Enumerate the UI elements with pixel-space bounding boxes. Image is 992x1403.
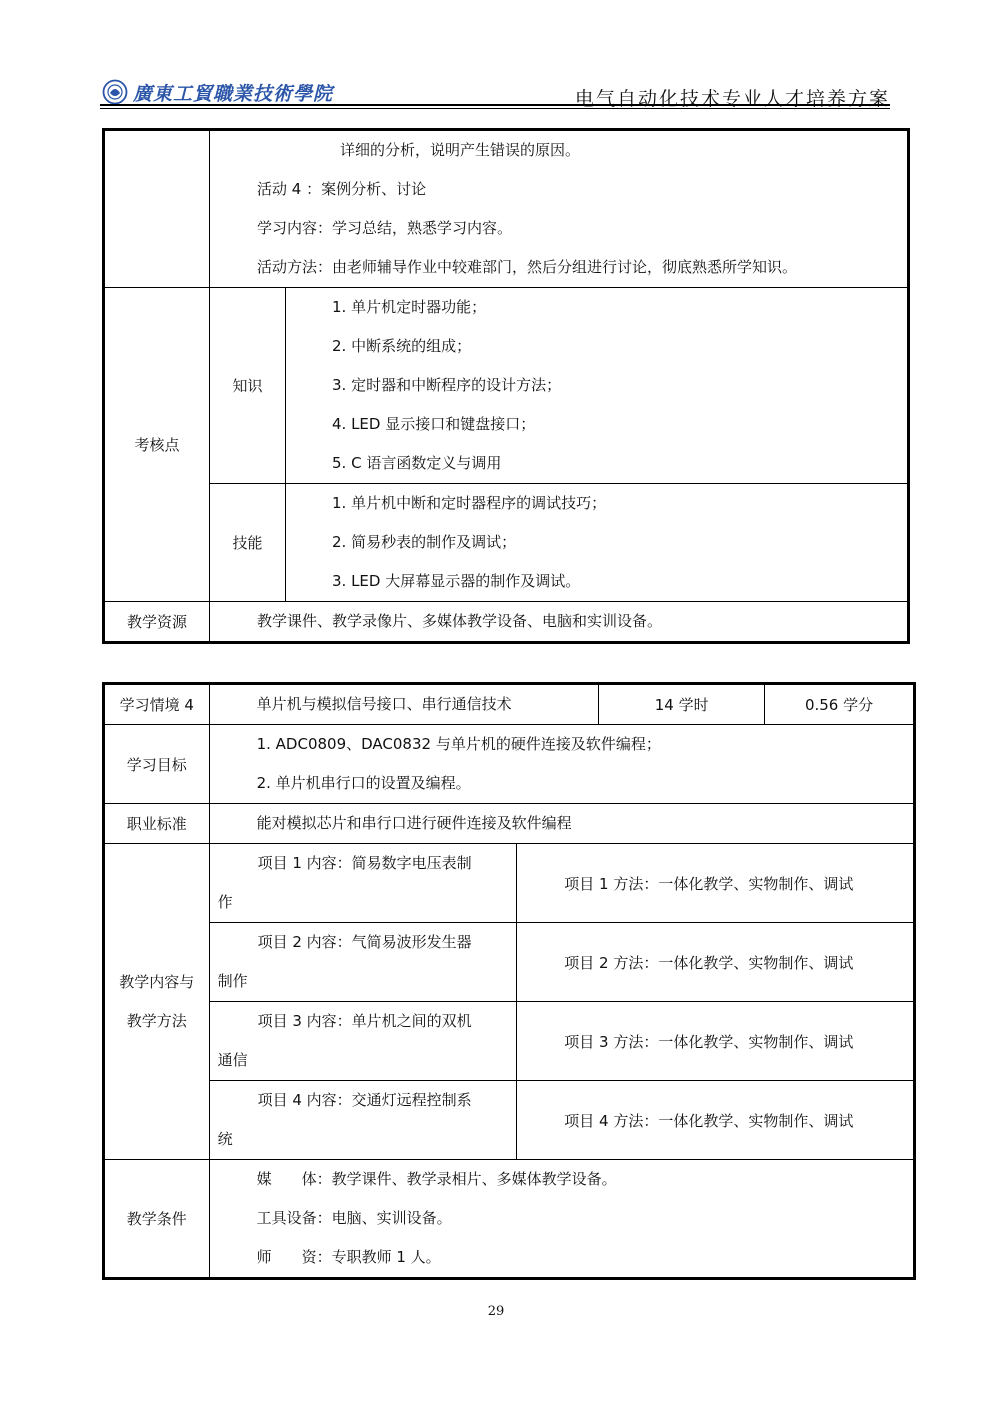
activity-line: 活动方法：由老师辅导作业中较难部门，然后分组进行讨论，彻底熟悉所学知识。 [257, 258, 798, 276]
situation-title [209, 684, 599, 725]
table-row [104, 288, 909, 484]
list-item: 2. 单片机串行口的设置及编程。 [256, 774, 471, 792]
list-item: 1. ADC0809、DAC0832 与单片机的硬件连接及软件编程； [256, 735, 661, 753]
table-situation-4 [102, 682, 916, 1280]
conditions-cell [209, 1160, 914, 1279]
skill-items-cell [286, 484, 909, 602]
activity-cell [210, 130, 909, 288]
hours-cell: 14 学时 [599, 684, 765, 725]
table-row [104, 1002, 915, 1081]
list-item: 3. 定时器和中断程序的设计方法； [332, 376, 562, 394]
project-content-line: 项目 1 内容：简易数字电压表制 [257, 854, 472, 872]
project-content-line: 统 [217, 1130, 233, 1148]
table-row [104, 844, 915, 923]
credits-cell: 0.56 学分 [765, 684, 915, 725]
project-content-line: 通信 [217, 1051, 248, 1069]
table-row [104, 725, 915, 804]
project-content-line: 项目 4 内容：交通灯远程控制系 [257, 1091, 472, 1109]
project-method: 项目 4 方法：一体化教学、实物制作、调试 [517, 1081, 915, 1160]
document-title: 电气自动化技术专业人才培养方案 [574, 88, 890, 110]
project-method: 项目 1 方法：一体化教学、实物制作、调试 [517, 844, 915, 923]
list-item: 1. 单片机定时器功能； [332, 298, 487, 316]
activity-line: 活动 4 ：案例分析、讨论 [257, 180, 427, 198]
project-content [209, 923, 517, 1002]
list-item: 3. LED 大屏幕显示器的制作及调试。 [332, 572, 581, 590]
school-name: 廣東工貿職業技術學院 [133, 82, 334, 105]
conditions-label: 教学条件 [104, 1160, 210, 1279]
resources-label: 教学资源 [104, 602, 210, 643]
table-row [104, 130, 909, 288]
goals-label: 学习目标 [104, 725, 210, 804]
project-content-line: 项目 2 内容：气简易波形发生器 [257, 933, 472, 951]
project-method: 项目 2 方法：一体化教学、实物制作、调试 [517, 923, 915, 1002]
content-method-label [104, 844, 210, 1160]
table-row [104, 684, 915, 725]
situation-label: 学习情境 4 [104, 684, 210, 725]
project-content-line: 作 [217, 893, 233, 911]
header-rule-thin [100, 108, 890, 109]
activity-line: 学习内容：学习总结，熟悉学习内容。 [257, 219, 513, 237]
list-item: 媒 体：教学课件、教学录相片、多媒体教学设备。 [256, 1170, 617, 1188]
list-item: 师 资：专职教师 1 人。 [256, 1248, 441, 1266]
project-content [209, 1081, 517, 1160]
project-content-line: 制作 [217, 972, 248, 990]
resources-line: 教学课件、教学录像片、多媒体教学设备、电脑和实训设备。 [257, 612, 663, 630]
list-item: 2. 中断系统的组成； [332, 337, 472, 355]
assessment-label: 考核点 [104, 288, 210, 602]
activity-line: 详细的分析，说明产生错误的原因。 [340, 141, 581, 159]
table-situation-3-continued [102, 128, 910, 644]
content-label-line: 教学方法 [126, 1011, 187, 1030]
situation-title-text: 单片机与模拟信号接口、串行通信技术 [256, 695, 512, 713]
skill-label: 技能 [210, 484, 286, 602]
list-item: 工具设备：电脑、实训设备。 [256, 1209, 452, 1227]
table-row [104, 1160, 915, 1279]
resources-text [210, 602, 909, 643]
list-item: 1. 单片机中断和定时器程序的调试技巧； [332, 494, 607, 512]
standard-text: 能对模拟芯片和串行口进行硬件连接及软件编程 [256, 814, 572, 832]
content-label-line: 教学内容与 [119, 972, 195, 991]
table-row [104, 602, 909, 643]
list-item: 5. C 语言函数定义与调用 [332, 454, 502, 472]
table-row [104, 1081, 915, 1160]
knowledge-items-cell [286, 288, 909, 484]
header-rule-thick [100, 104, 890, 106]
empty-label-cell [104, 130, 210, 288]
project-content [209, 844, 517, 923]
project-content [209, 1002, 517, 1081]
table-row [104, 923, 915, 1002]
goals-cell [209, 725, 914, 804]
standard-cell [209, 804, 914, 844]
project-method: 项目 3 方法：一体化教学、实物制作、调试 [517, 1002, 915, 1081]
table-row [104, 484, 909, 602]
school-emblem-icon [102, 79, 128, 105]
project-content-line: 项目 3 内容：单片机之间的双机 [257, 1012, 472, 1030]
page-number: 29 [487, 1304, 505, 1319]
list-item: 2. 简易秒表的制作及调试； [332, 533, 517, 551]
table-row [104, 804, 915, 844]
knowledge-label: 知识 [210, 288, 286, 484]
standard-label: 职业标准 [104, 804, 210, 844]
list-item: 4. LED 显示接口和键盘接口； [332, 415, 536, 433]
